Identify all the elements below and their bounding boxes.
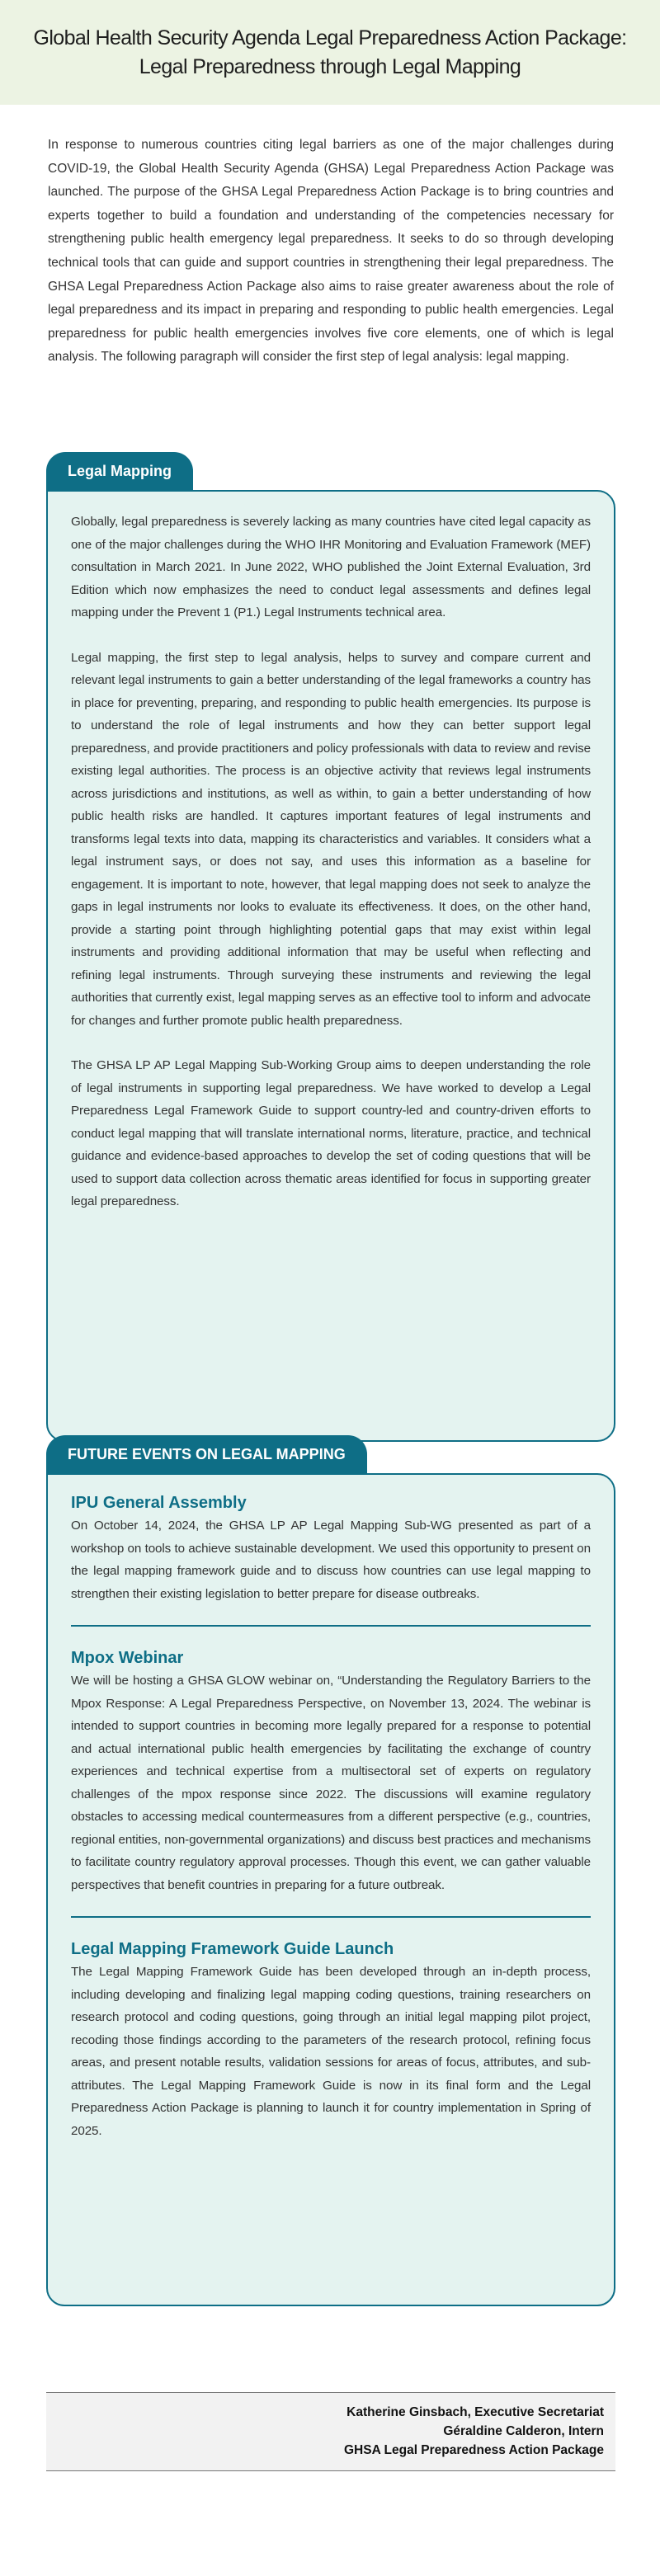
legal-mapping-section (46, 452, 615, 1442)
event-title: IPU General Assembly (71, 1494, 247, 1512)
author-line: Géraldine Calderon, Intern (443, 2424, 604, 2438)
event-framework-guide-launch (71, 1938, 591, 2142)
page-title-line-2: Legal Preparedness through Legal Mapping (139, 54, 521, 78)
legal-mapping-box (46, 490, 615, 1442)
legal-mapping-tab: Legal Mapping (46, 452, 193, 490)
event-description: The Legal Mapping Framework Guide has been developed through an in-depth process, including developing and finalizing legal mapping coding questions, training researchers on research protocol and coding questions, going through an initial legal mapping pilot project, recoding those findings according to the parameters of the research protocol, refining focus areas, and present notable results, validation sessions for areas of focus, attributes, and sub-attributes. The Legal Mapping Framework Guide is now in its final form and the Legal Preparedness Action Package is planning to launch it for country implementation in Spring of 2025. (71, 1965, 591, 2138)
future-events-tab: FUTURE EVENTS ON LEGAL MAPPING (46, 1435, 367, 1473)
event-description: On October 14, 2024, the GHSA LP AP Legal Mapping Sub-WG presented as part of a workshop on tools to achieve sustainable development. We used this opportunity to present on the legal mapping framework guide and to discuss how countries can use legal mapping to strengthen their existing legislation to better prepare for disease outbreaks. (71, 1519, 591, 1601)
organization-line: GHSA Legal Preparedness Action Package (344, 2443, 604, 2457)
author-credits (46, 2392, 615, 2471)
event-divider (71, 1916, 591, 1918)
event-description: We will be hosting a GHSA GLOW webinar on, “Understanding the Regulatory Barriers to the Mpox Response: A Legal Preparedness Perspective, on November 13, 2024. The webinar is intended to support countries in becoming more legally prepared for a response to potential and actual international public health emergencies by facilitating the exchange of country experiences and technical expertise from a multisectoral set of experts on regulatory challenges of the mpox response since 2022. The discussions will examine regulatory obstacles to accessing medical countermeasures from a different perspective (e.g., countries, regional entities, non-governmental organizations) and discuss best practices and mechanisms to facilitate country regulatory approval processes. Though this event, we can gather valuable perspectives that benefit countries in preparing for a future outbreak. (71, 1674, 591, 1892)
event-mpox-webinar (71, 1646, 591, 1896)
event-title: Mpox Webinar (71, 1649, 184, 1667)
intro-paragraph: In response to numerous countries citing legal barriers as one of the major challenges during COVID-19, the Global Health Security Agenda (GHSA) Legal Preparedness Action Package was launched. The purpose of the GHSA Legal Preparedness Action Package is to bring countries and experts together to build a foundation and understanding of the competencies necessary for strengthening public health emergency legal preparedness. It seeks to do so through developing technical tools that can guide and support countries in strengthening their legal preparedness. The GHSA Legal Preparedness Action Package also aims to raise greater awareness about the role of legal preparedness and its impact in preparing and responding to public health emergencies. Legal preparedness for public health emergencies involves five core elements, one of which is legal analysis. The following paragraph will consider the first step of legal analysis: legal mapping. (48, 138, 614, 365)
legal-mapping-paragraph: The GHSA LP AP Legal Mapping Sub-Working Group aims to deepen understanding the role of legal instruments in supporting legal preparedness. We have worked to develop a Legal Preparedness Legal Framework Guide to support country-led and country-driven efforts to conduct legal mapping that will translate international norms, literature, practice, and technical guidance and evidence-based approaches to develop the set of coding questions that will be used to support data collection across thematic areas identified for focus in supporting greater legal preparedness. (71, 1058, 591, 1208)
future-events-box (46, 1473, 615, 2306)
event-ipu-general-assembly (71, 1491, 591, 1605)
legal-mapping-paragraph: Legal mapping, the first step to legal analysis, helps to survey and compare current and relevant legal instruments to gain a better understanding of the legal frameworks a country has in place for preventing, preparing, and responding to public health emergencies. Its purpose is to understand the role of legal instruments and how they can better support legal preparedness, and provide practitioners and policy professionals with data to review and revise existing legal authorities. The process is an objective activity that reviews legal instruments across jurisdictions and institutions, as well as within, to gain a better understanding of how public health risks are handled. It captures important features of legal instruments and transforms legal texts into data, mapping its characteristics and variables. It considers what a legal instrument says, or does not say, and uses this information as a baseline for engagement. It is important to note, however, that legal mapping does not seek to analyze the gaps in legal instruments nor looks to evaluate its effectiveness. It does, on the other hand, provide a starting point through highlighting potential gaps that may exist within legal instruments and providing additional information that may be useful when reflecting and refining legal instruments. Through surveying these instruments and reviewing the legal authorities that currently exist, legal mapping serves as an effective tool to inform and advocate for changes and further promote public health preparedness. (71, 650, 591, 1028)
event-title: Legal Mapping Framework Guide Launch (71, 1940, 394, 1958)
future-events-section (46, 1435, 615, 2306)
legal-mapping-paragraph: Globally, legal preparedness is severely lacking as many countries have cited legal capacity as one of the major challenges during the WHO IHR Monitoring and Evaluation Framework (MEF) consultation in March 2021. In June 2022, WHO published the Joint External Evaluation, 3rd Edition which now emphasizes the need to conduct legal assessments and defines legal mapping under the Prevent 1 (P1.) Legal Instruments technical area. (71, 515, 591, 619)
event-divider (71, 1625, 591, 1627)
page-header (0, 0, 660, 105)
author-line: Katherine Ginsbach, Executive Secretariat (346, 2405, 604, 2419)
page-title (33, 24, 626, 82)
page-title-line-1: Global Health Security Agenda Legal Preparedness Action Package: (33, 26, 627, 49)
